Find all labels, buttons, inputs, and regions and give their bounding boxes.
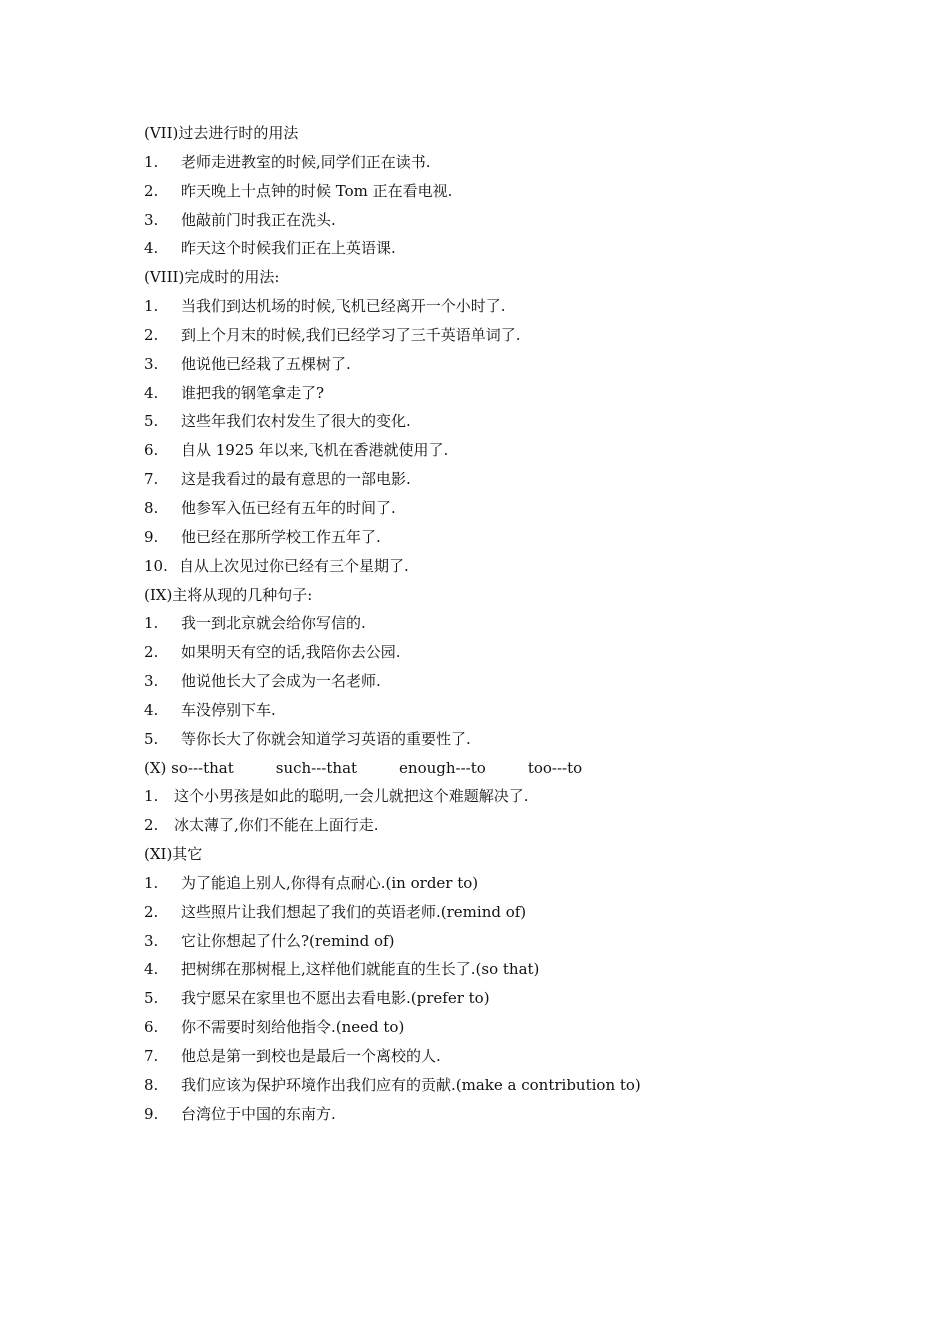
- list-item: [144, 206, 864, 235]
- item-text: 他已经在那所学校工作五年了.: [181, 527, 381, 546]
- item-text: 我宁愿呆在家里也不愿出去看电影.(prefer to): [181, 989, 490, 1008]
- list-item: [144, 927, 864, 956]
- item-text: 为了能追上别人,你得有点耐心.(in order to): [181, 873, 479, 892]
- list-item: [144, 523, 864, 552]
- list-item: [144, 436, 864, 465]
- item-text: 台湾位于中国的东南方.: [181, 1104, 336, 1123]
- document-page: [144, 119, 864, 1129]
- list-item: [144, 1100, 864, 1129]
- list-item: [144, 1042, 864, 1071]
- item-number: 9.: [144, 1104, 159, 1123]
- item-number: 1.: [144, 152, 159, 171]
- list-item: [144, 696, 864, 725]
- item-number: 6.: [144, 441, 159, 460]
- item-text: 它让你想起了什么?(remind of): [181, 931, 395, 950]
- list-item: [144, 465, 864, 494]
- item-number: 7.: [144, 470, 159, 489]
- item-text: 自从上次见过你已经有三个星期了.: [179, 556, 409, 575]
- heading-term: enough---to: [399, 758, 486, 777]
- section-heading-vii: (VII)过去进行时的用法: [144, 124, 299, 142]
- item-text: 这是我看过的最有意思的一部电影.: [181, 470, 411, 489]
- item-number: 2.: [144, 816, 159, 835]
- item-number: 4.: [144, 383, 159, 402]
- item-text: 冰太薄了,你们不能在上面行走.: [174, 816, 379, 835]
- list-item: [144, 811, 864, 840]
- item-text: 谁把我的钢笔拿走了?: [181, 383, 325, 402]
- item-number: 3.: [144, 210, 159, 229]
- item-text: 他说他长大了会成为一名老师.: [181, 672, 381, 691]
- item-number: 8.: [144, 498, 159, 517]
- item-text: 自从 1925 年以来,飞机在香港就使用了.: [181, 441, 449, 460]
- list-item: [144, 725, 864, 754]
- list-item: [144, 955, 864, 984]
- item-number: 2.: [144, 902, 159, 921]
- item-text: 我们应该为保护环境作出我们应有的贡献.(make a contribution to): [181, 1075, 641, 1094]
- item-number: 5.: [144, 989, 159, 1008]
- item-number: 1.: [144, 873, 159, 892]
- item-number: 1.: [144, 297, 159, 316]
- item-number: 7.: [144, 1047, 159, 1065]
- heading-term: too---to: [527, 758, 583, 777]
- item-text: 你不需要时刻给他指令.(need to): [181, 1018, 405, 1037]
- list-item: [144, 1013, 864, 1042]
- item-text: 这个小男孩是如此的聪明,一会儿就把这个难题解决了.: [174, 787, 529, 806]
- item-number: 5.: [144, 412, 159, 431]
- item-text: 他参军入伍已经有五年的时间了.: [181, 498, 396, 517]
- item-text: 昨天晚上十点钟的时候 Tom 正在看电视.: [181, 181, 453, 200]
- list-item: [144, 869, 864, 898]
- item-text: 当我们到达机场的时候,飞机已经离开一个小时了.: [181, 297, 506, 316]
- item-number: 4.: [144, 239, 159, 258]
- section-heading-xi: (XI)其它: [144, 845, 203, 864]
- list-item: [144, 1071, 864, 1100]
- list-item: [144, 407, 864, 436]
- item-number: 1.: [144, 614, 159, 633]
- list-item: [144, 552, 864, 581]
- list-item: [144, 234, 864, 263]
- item-number: 8.: [144, 1075, 159, 1094]
- item-text: 老师走进教室的时候,同学们正在读书.: [181, 152, 431, 171]
- section-heading-ix: (IX)主将从现的几种句子:: [144, 585, 313, 604]
- heading-term: (X) so---that: [144, 758, 234, 777]
- item-number: 4.: [144, 960, 159, 979]
- item-text: 这些照片让我们想起了我们的英语老师.(remind of): [181, 902, 527, 921]
- item-text: 车没停别下车.: [181, 700, 276, 719]
- item-text: 昨天这个时候我们正在上英语课.: [181, 239, 396, 258]
- list-item: [144, 638, 864, 667]
- item-number: 2.: [144, 325, 159, 344]
- item-text: 到上个月末的时候,我们已经学习了三千英语单词了.: [181, 325, 521, 344]
- list-item: [144, 782, 864, 811]
- list-item: [144, 177, 864, 206]
- list-item: [144, 984, 864, 1013]
- item-number: 4.: [144, 700, 159, 719]
- list-item: [144, 609, 864, 638]
- item-number: 10.: [144, 556, 168, 575]
- item-number: 2.: [144, 181, 159, 200]
- list-item: [144, 321, 864, 350]
- list-item: [144, 292, 864, 321]
- item-number: 2.: [144, 643, 159, 662]
- section-heading-x: [144, 754, 864, 783]
- item-text: 他敲前门时我正在洗头.: [181, 210, 336, 229]
- item-number: 3.: [144, 931, 159, 950]
- item-text: 他总是第一到校也是最后一个离校的人.: [181, 1047, 441, 1065]
- list-item: [144, 350, 864, 379]
- item-text: 他说他已经栽了五棵树了.: [181, 354, 351, 373]
- list-item: [144, 667, 864, 696]
- item-number: 1.: [144, 787, 159, 806]
- item-text: 这些年我们农村发生了很大的变化.: [181, 412, 411, 431]
- list-item: [144, 494, 864, 523]
- item-number: 9.: [144, 527, 159, 546]
- list-item: [144, 898, 864, 927]
- item-number: 6.: [144, 1018, 159, 1037]
- item-text: 等你长大了你就会知道学习英语的重要性了.: [181, 729, 471, 748]
- item-text: 如果明天有空的话,我陪你去公园.: [181, 643, 401, 662]
- item-number: 3.: [144, 672, 159, 691]
- item-text: 我一到北京就会给你写信的.: [181, 614, 366, 633]
- item-text: 把树绑在那树棍上,这样他们就能直的生长了.(so that): [181, 960, 540, 979]
- item-number: 3.: [144, 354, 159, 373]
- item-number: 5.: [144, 729, 159, 748]
- list-item: [144, 148, 864, 177]
- heading-term: such---that: [275, 758, 358, 777]
- list-item: [144, 379, 864, 408]
- section-heading-viii: (VIII)完成时的用法:: [144, 268, 280, 287]
